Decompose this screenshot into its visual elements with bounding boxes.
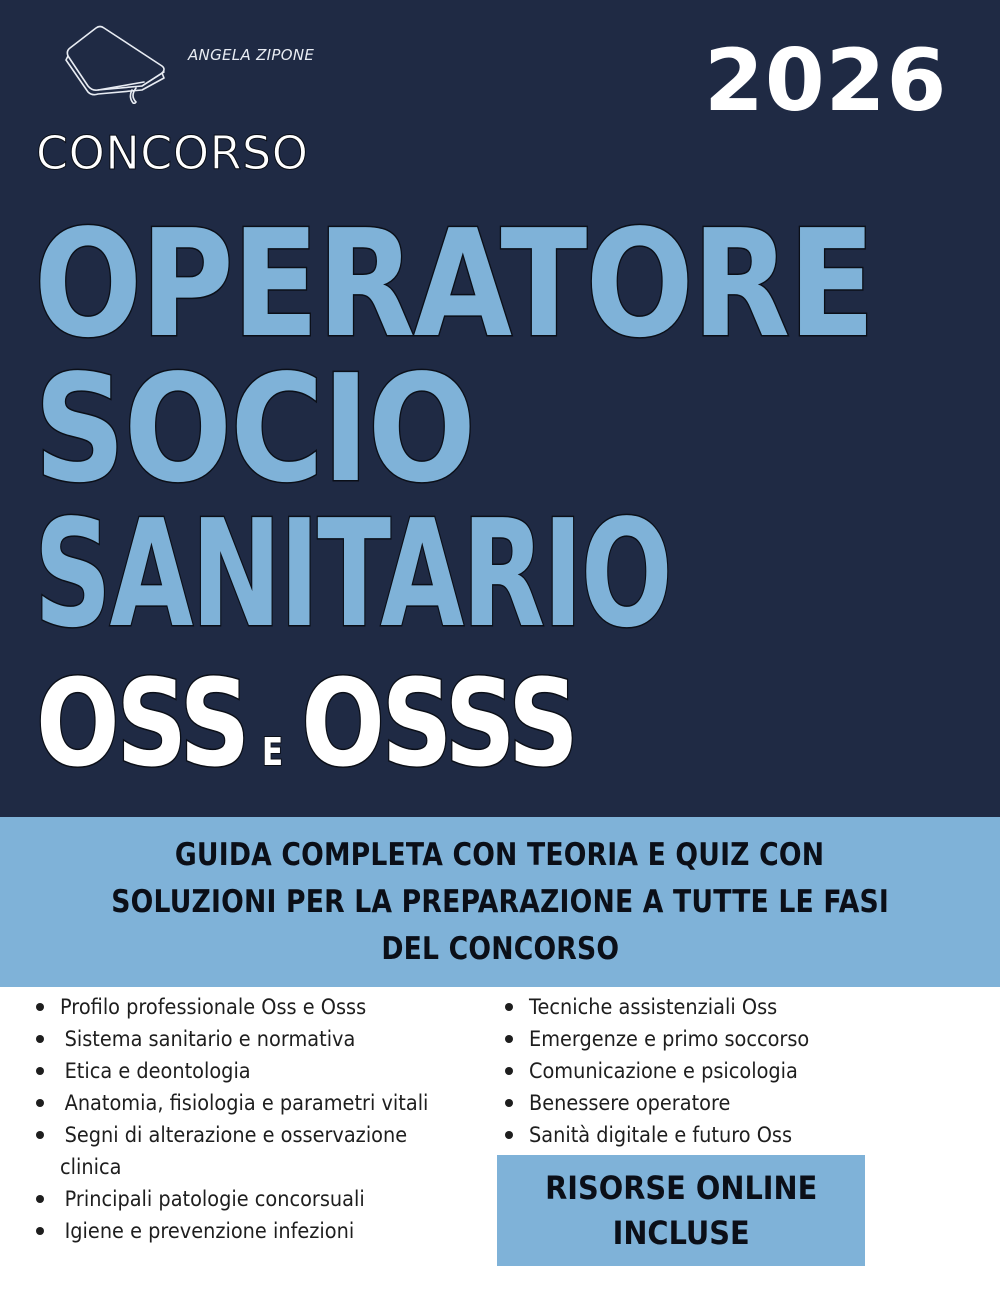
topic-item — [36, 1183, 491, 1215]
topic-item — [36, 1023, 491, 1055]
topic-item — [505, 1087, 885, 1119]
online-resources-badge — [497, 1155, 865, 1266]
bullet-icon — [36, 1067, 44, 1075]
subtitle-connector: E — [261, 730, 284, 774]
bullet-icon — [505, 1099, 513, 1107]
topic-label-continuation: clinica — [60, 1155, 122, 1179]
title-line-sanitario: SANITARIO — [34, 488, 671, 660]
edition-year: 2026 — [704, 31, 948, 131]
subtitle-osss: OSSS — [301, 655, 576, 794]
topics-list-right — [505, 991, 885, 1151]
bullet-icon — [36, 1003, 44, 1011]
book-icon — [62, 22, 172, 104]
topic-label: Sanità digitale e futuro Oss — [529, 1123, 793, 1147]
topic-item — [505, 991, 885, 1023]
bullet-icon — [36, 1035, 44, 1043]
title-line-operatore: OPERATORE — [34, 198, 874, 370]
topic-item — [505, 1023, 885, 1055]
author-name: ANGELA ZIPONE — [188, 46, 315, 64]
bullet-icon — [36, 1099, 44, 1107]
topics-list-left — [36, 991, 491, 1247]
banner-line: SOLUZIONI PER LA PREPARAZIONE A TUTTE LE FASI — [111, 883, 889, 920]
bullet-icon — [505, 1035, 513, 1043]
banner-line: DEL CONCORSO — [381, 930, 619, 967]
bullet-icon — [36, 1195, 44, 1203]
bullet-icon — [36, 1227, 44, 1235]
topic-label: Emergenze e primo soccorso — [529, 1027, 810, 1051]
topic-label: Principali patologie concorsuali — [64, 1187, 365, 1211]
subtitle-oss: OSS — [36, 655, 248, 794]
banner-line: GUIDA COMPLETA CON TEORIA E QUIZ CON — [175, 836, 825, 873]
description-banner — [0, 817, 1000, 987]
topic-item — [505, 1119, 885, 1151]
title-line-socio: SOCIO — [34, 343, 475, 515]
topic-label: Profilo professionale Oss e Osss — [60, 995, 367, 1019]
topic-label: Comunicazione e psicologia — [529, 1059, 798, 1083]
bullet-icon — [505, 1003, 513, 1011]
topic-label: Segni di alterazione e osservazione — [64, 1123, 408, 1147]
topic-label: Benessere operatore — [529, 1091, 731, 1115]
topic-item — [36, 991, 491, 1023]
topic-label: Igiene e prevenzione infezioni — [64, 1219, 355, 1243]
bullet-icon — [36, 1131, 44, 1139]
bullet-icon — [505, 1131, 513, 1139]
topic-label: Sistema sanitario e normativa — [64, 1027, 356, 1051]
subtitle-oss-osss — [36, 655, 576, 794]
topic-item — [36, 1215, 491, 1247]
topic-item — [36, 1055, 491, 1087]
topic-item — [36, 1119, 491, 1183]
topic-label: Tecniche assistenziali Oss — [529, 995, 778, 1019]
resources-line: INCLUSE — [612, 1213, 750, 1252]
topic-item — [505, 1055, 885, 1087]
topic-label: Anatomia, fisiologia e parametri vitali — [64, 1091, 429, 1115]
topic-label: Etica e deontologia — [64, 1059, 251, 1083]
topic-item — [36, 1087, 491, 1119]
resources-line: RISORSE ONLINE — [544, 1168, 818, 1207]
pretitle: CONCORSO — [36, 126, 309, 180]
bullet-icon — [505, 1067, 513, 1075]
